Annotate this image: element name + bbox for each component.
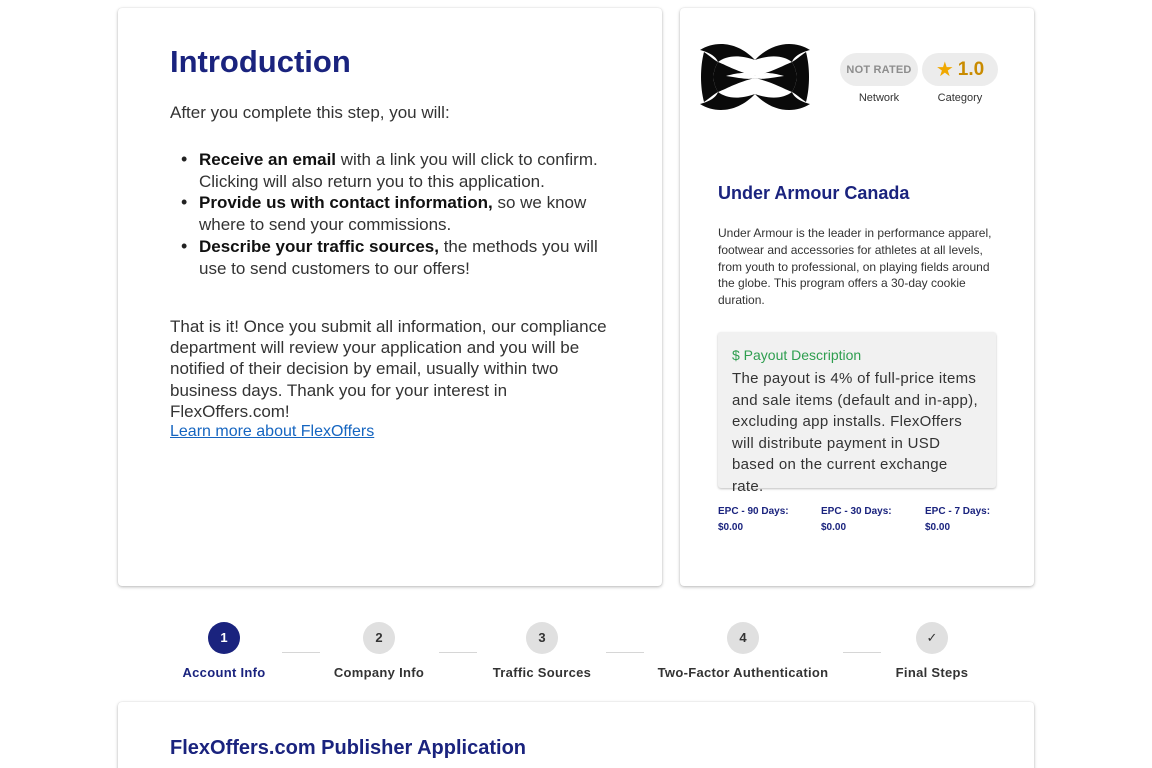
category-rating-value: 1.0 bbox=[957, 58, 985, 80]
application-title: FlexOffers.com Publisher Application bbox=[170, 737, 526, 759]
check-icon: ✓ bbox=[916, 622, 948, 654]
epc-30-days bbox=[821, 504, 892, 536]
step-number: 4 bbox=[727, 622, 759, 654]
payout-title: $ Payout Description bbox=[732, 347, 862, 363]
category-label: Category bbox=[937, 92, 983, 104]
epc-7-days bbox=[925, 504, 990, 536]
list-item-text: so we know where to send your commissions. bbox=[199, 193, 587, 235]
step-label: Company Info bbox=[333, 665, 425, 680]
introduction-card bbox=[118, 8, 662, 586]
step-company-info[interactable] bbox=[329, 622, 429, 680]
step-label: Account Info bbox=[182, 665, 266, 680]
network-rating-badge bbox=[840, 53, 918, 86]
list-item-text: with a link you will click to confirm. Clicking will also return you to this application. bbox=[199, 150, 598, 191]
epc-value: $0.00 bbox=[821, 522, 847, 533]
list-item-bold: Provide us with contact information, bbox=[199, 193, 493, 213]
step-label: Final Steps bbox=[895, 665, 969, 680]
step-two-factor-authentication[interactable] bbox=[653, 622, 833, 680]
payout-description-box bbox=[718, 332, 996, 495]
step-connector bbox=[843, 652, 881, 653]
list-item-bold: Describe your traffic sources, bbox=[199, 236, 439, 256]
step-account-info[interactable] bbox=[174, 622, 274, 680]
merchant-card bbox=[680, 8, 1034, 586]
epc-label: EPC - 7 Days: bbox=[925, 506, 991, 517]
under-armour-logo-icon bbox=[698, 42, 812, 112]
network-rating-value: NOT RATED bbox=[846, 63, 912, 76]
merchant-name: Under Armour Canada bbox=[718, 183, 910, 203]
list-item-text: the methods you will use to send customers to our offers! bbox=[199, 236, 598, 278]
merchant-description: Under Armour is the leader in performance apparel, footwear and accessories for athletes at all levels, from youth to professional, on playing fields around the globe. This program offers a 30-day cookie duration. bbox=[718, 226, 992, 308]
step-connector bbox=[439, 652, 477, 653]
introduction-closing: That is it! Once you submit all information, our compliance department will review your application and you will be notified of their decision by email, usually within two business days. Thank you for your interest in FlexOffers.com! bbox=[170, 317, 607, 421]
step-number: 3 bbox=[526, 622, 558, 654]
list-item bbox=[170, 149, 610, 192]
step-connector bbox=[282, 652, 320, 653]
step-final-steps[interactable] bbox=[882, 622, 982, 680]
publisher-application-card bbox=[118, 702, 1034, 768]
payout-text: The payout is 4% of full-price items and sale items (default and in-app), excluding app installs. FlexOffers will distribute payment in USD based on the current exchange rate. bbox=[732, 370, 978, 495]
epc-90-days bbox=[718, 504, 789, 536]
category-rating-badge bbox=[922, 53, 998, 86]
introduction-title: Introduction bbox=[170, 44, 351, 79]
network-label: Network bbox=[858, 92, 900, 104]
list-item bbox=[170, 192, 610, 235]
steps-list bbox=[170, 149, 610, 279]
list-item bbox=[170, 236, 610, 279]
epc-value: $0.00 bbox=[718, 522, 744, 533]
introduction-lead: After you complete this step, you will: bbox=[170, 103, 450, 122]
step-traffic-sources[interactable] bbox=[487, 622, 597, 680]
epc-label: EPC - 90 Days: bbox=[718, 506, 789, 517]
step-number: 2 bbox=[363, 622, 395, 654]
learn-more-link[interactable]: Learn more about FlexOffers bbox=[170, 423, 375, 440]
step-number: 1 bbox=[208, 622, 240, 654]
list-item-bold: Receive an email bbox=[199, 150, 337, 169]
step-label: Traffic Sources bbox=[492, 665, 592, 680]
star-icon: ★ bbox=[935, 59, 954, 81]
epc-label: EPC - 30 Days: bbox=[821, 506, 892, 517]
step-connector bbox=[606, 652, 644, 653]
epc-value: $0.00 bbox=[925, 522, 951, 533]
step-label: Two-Factor Authentication bbox=[657, 665, 829, 680]
